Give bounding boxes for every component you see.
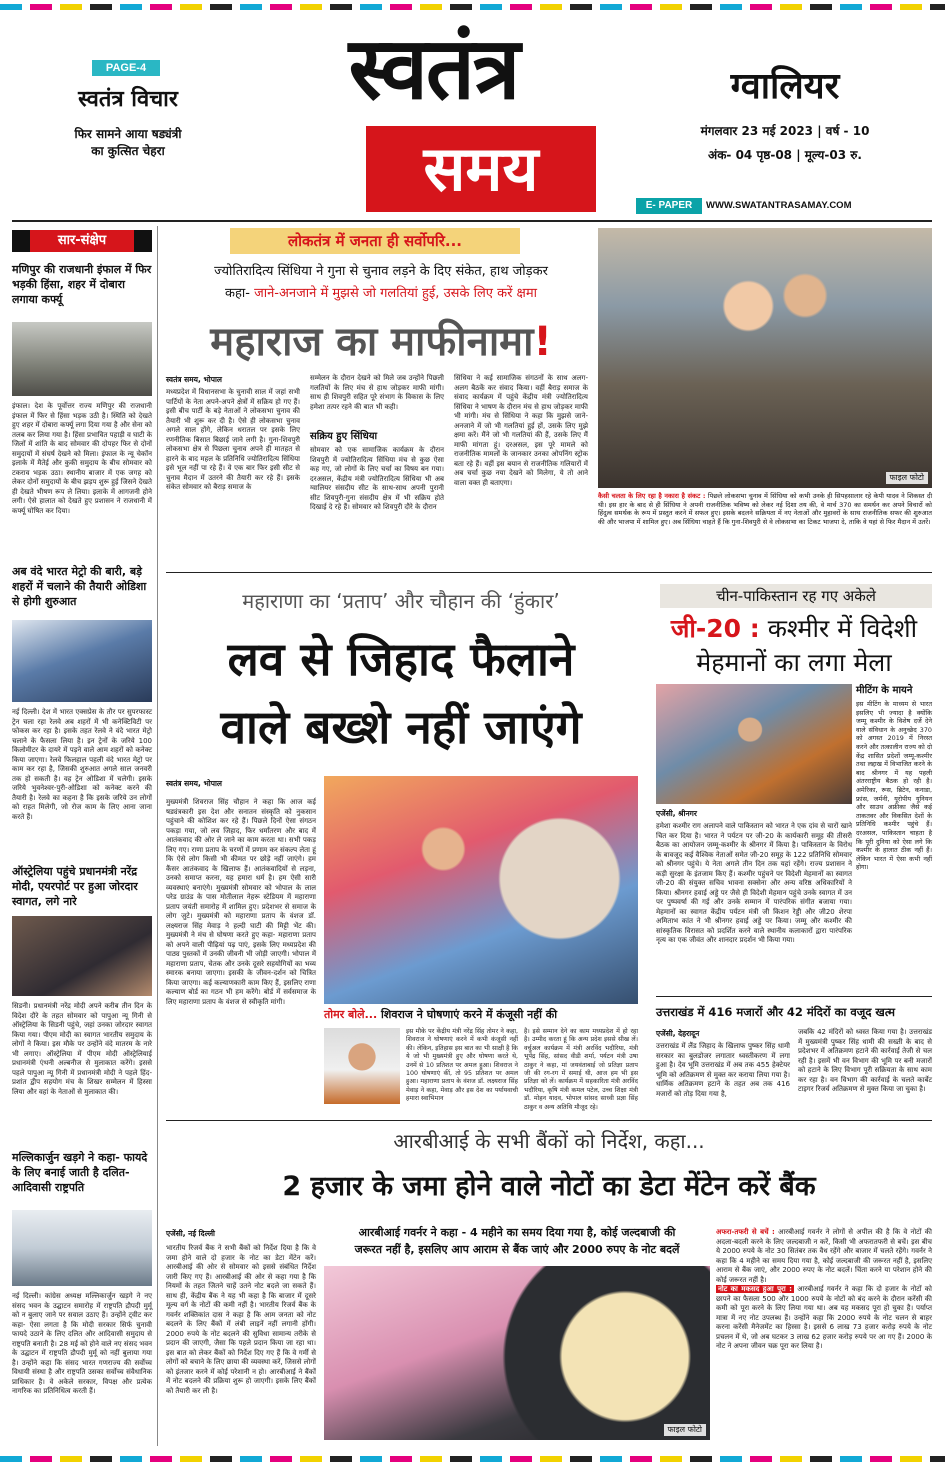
masthead-logo (246, 14, 621, 214)
sidebar-item-kharge-headline[interactable]: मल्लिकार्जुन खड़गे ने कहा- फायदे के लिए बनाई जाती है दलित-आदिवासी राष्ट्रपति (12, 1151, 148, 1194)
manipur-photo (12, 322, 152, 396)
sidebar-item-kharge-body: नई दिल्ली। कांग्रेस अध्यक्ष मल्लिकार्जुन खड़गे ने नए संसद भवन के उद्घाटन समारोह में राष्ट्रपति द्रौपदी मुर्मू को न बुलाए जाने पर सवाल उठाए हैं। उन्होंने ट्वीट कर कहा- ऐसा लगता है कि मोदी सरकार सिर्फ चुनावी फायदे उठाने के लिए दलित और आदिवासी समुदाय से राष्ट्रपति बनाती है। 28 मई को होने वाले नए संसद भवन के उद्घाटन में राष्ट्रपति द्रौपदी मुर्मू को नहीं बुलाया गया है। उन्होंने कहा कि संसद भारत गणराज्य की सर्वोच्च विधायी संस्था है और राष्ट्रपति उसका सर्वोच्च संवैधानिक प्राधिकार है। वे अकेले सरकार, विपक्ष और प्रत्येक नागरिक का प्रतिनिधित्व करती हैं। (12, 1292, 152, 1395)
lead-subhead: सक्रिय हुए सिंधिया (310, 431, 378, 442)
sidebar (12, 226, 152, 1446)
lead-col-3: सिंधिया ने कई सामाजिक संगठनों के साथ अलग-अलग बैठकें कर संवाद किया। वहीं बैराड़ समाज के संवाद कार्यक्रम में पहुंचे केंद्रीय मंत्री ज्योतिरादित्य सिंधिया ने भाषण के दौरान मंच से हाथ जोड़कर माफी भी मांगी। मंच से सिंधिया ने कहा कि मुझसे जाने-अनजाने में जो भी गलतियां हुई हों, उसके लिए मुझे क्षमा करें। मैंने जो भी गलतियां की हैं, उसके लिए मैं माफी मांगता हूं। दरअसल, इस पूरे मामले को राजनीतिक मामलों के जानकार उनका ओपनिंग स्ट्रोक बता रहे हैं। वहीं इस बयान से राजनीतिक गलियारों में अब चर्चा कुछ नया देखने को मिलेगा, ये तो आने वाला वक्त ही बताएगा। (454, 374, 588, 487)
city-name: ग्वालियर (730, 66, 840, 107)
g20-body: हमेशा कश्मीर राग अलापने वाले पाकिस्तान को भारत ने एक दांव से चारों खाने चित कर दिया है। भारत ने पर्यटन पर जी-20 के कार्यकारी समूह की तीसरी बैठक का आयोजन जम्मू-कश्मीर के श्रीनगर में किया है। पाकिस्तान के विरोध के बावजूद कई वैश्विक नेताओं समेत जी-20 समूह के 122 प्रतिनिधि सोमवार को श्रीनगर पहुंचे। ये नेता अगले तीन दिन तक यहां रहेंगे। राज्य प्रशासन ने कड़ी सुरक्षा के इंतजाम किए हैं। कश्मीर पहुंचने पर विदेशी मेहमानों का स्वागत जी-20 की संयुक्त सचिव भावना सक्सेना और अन्य वरिष्ठ अधिकारियों ने किया। श्रीनगर हवाई अड्डे पर जैसे ही विदेशी मेहमान पहुंचे उनके स्वागत में उन पर पुष्पवर्षा की गई और उनके सम्मान में पारंपरिक संगीत बजाया गया। मेहमानों का स्वागत केंद्रीय पर्यटन मंत्री जी किशन रेड्डी और जी20 शेरपा अमिताभ कांत ने भी श्रीनगर हवाई अड्डे पर किया। जम्मू और कश्मीर की सांस्कृतिक विरासत को प्रदर्शित करने वाले स्थानीय कलाकारों द्वारा पारंपरिक नृत्य का एक जीवंत और शानदार प्रदर्शन भी किया गया। (656, 822, 852, 944)
lead-kicker: लोकतंत्र में जनता ही सर्वोपरि... (230, 228, 520, 254)
lead-deck-2-prefix: कहा- (224, 286, 255, 301)
sidebar-item-manipur-headline[interactable]: मणिपुर की राजधानी इंफाल में फिर भड़की हिंसा, शहर में दोबारा लगाया कर्फ्यू (12, 263, 152, 306)
second-body: मुख्यमंत्री शिवराज सिंह चौहान ने कहा कि आज कई षड्यंत्रकारी इस देश और सनातन संस्कृति को नुकसान पहुंचाने की कोशिश कर रहे हैं। पिछले दिनों ऐसा संगठन पकड़ा गया, जो लव जिहाद, फिर धर्मांतरण और बाद में आतंकवाद की ओर ले जाने का काम करता था। सभी पकड़ लिए गए। राणा प्रताप के चरणों में प्रणाम कर संकल्प लेता हूं कि ऐसे लोग किसी भी कीमत पर छोड़े नहीं जाएंगे। हम कैंसर आतंकवाद के खिलाफ हैं। आतंकवादियों से लड़ना, उनको समाप्त करना, यह हमारा धर्म है। हम ऐसी सारी व्यवस्थाएं बनाएंगे। मुख्यमंत्री सोमवार को भोपाल के लाल परेड ग्राउंड के पास मोतीलाल नेहरू स्टेडियम में महाराणा प्रताप जयंती समारोह में शामिल हुए। प्रदेशभर से समाज के लोग जुटे। मुख्यमंत्री को महाराणा प्रताप के वंशज डॉ. लक्ष्यराज सिंह मेवाड़ ने हल्दी घाटी की मिट्टी भेंट की। मुख्यमंत्री ने मंच से घोषणा करते हुए कहा- महाराणा प्रताप को अपने वाली पीढ़ियां पढ़ पाएं, इसके लिए मध्यप्रदेश की पाठ्य पुस्तकों में उनकी जीवनी भी जोड़ी जाएगी। भोपाल में महाराणा प्रताप, चेतक और उनके दूसरे सहयोगियों का भव्य स्मारक बनाया जाएगा। इसकी के जीवन-दर्शन को चित्रित किया जाएगा। कई कल्याणकारी काम किए हैं, इसलिए राणा कल्याण बोर्ड का गठन भी हम करेंगे। बोर्ड में सर्वसमाज के लिए महाराणा प्रताप के वंशज से स्वीकृति मांगी। (166, 798, 316, 1006)
rbi-side-column (716, 1228, 932, 1440)
section-tagline-line-1: फिर सामने आया षड्यंत्री (74, 127, 182, 141)
rbi-headline[interactable]: 2 हजार के जमा होने वाले नोटों का डेटा मेंटेन करें बैंक (282, 1171, 816, 1202)
logo-bottom-block (366, 126, 596, 212)
g20-photo-delegates (656, 684, 852, 804)
g20-headline-prefix: जी-20 : (670, 614, 760, 643)
uttarakhand-col-1: उत्तराखंड में लैंड जिहाद के खिलाफ पुष्कर सिंह धामी सरकार का बुलडोजर लगातार ध्वस्तीकरण में लगा हुआ है। देव भूमि उत्तराखंड में अब तक 455 हेक्टेयर भूमि को अतिक्रमण से मुक्त कर कराया लिया गया है। धार्मिक अतिक्रमण हटाने के तहत अब तक 416 मजारों को तोड़ दिया गया है, (656, 1042, 790, 1098)
rbi-photo-credit: फाइल फोटो (664, 1424, 706, 1436)
sidebar-item-modi-body: सिडनी। प्रधानमंत्री नरेंद्र मोदी अपने करीब तीन दिन के विदेश दौरे के तहत सोमवार को पापुआ न्यू गिनी से ऑस्ट्रेलिया के सिडनी पहुंचे, जहां उनका जोरदार स्वागत किया गया। पीएम मोदी का स्वागत भारतीय समुदाय के लोगों ने किया। इस मौके पर उन्होंने वंदे मातरम के नारे भी लगाए। ऑस्ट्रेलिया में पीएम मोदी ऑस्ट्रेलियाई प्रधानमंत्री एंथनी अल्बनीज से मुलाकात करेंगे। इससे पहले पापुआ न्यू गिनी में प्रधानमंत्री मोदी ने पहले हिंद-प्रशांत द्वीप सहयोग मंच के शिखर सम्मेलन में हिस्सा लिया और वहां के नेताओं से मुलाकात की। (12, 1002, 152, 1096)
tomar-col-1: इस मौके पर केंद्रीय मंत्री नरेंद्र सिंह तोमर ने कहा, शिवराज ने घोषणाएं करने में कभी कंजूसी नहीं की। लेकिन, इतिहास इस बात का भी साक्षी है कि ये जो भी मुख्यमंत्री हुए और घोषणा करते थे, उनमें से 10 प्रतिशत पर अमल हुआ। शिवराज ने 100 घोषणाएं कीं, तो 95 प्रतिशत पर अमल हुआ। महाराणा प्रताप के वंशज डॉ. लक्ष्यराज सिंह मेवाड़ ने कहा, मेवाड़ और इस देश का पर्यायवाची हमारा स्वाभिमान (406, 1028, 518, 1103)
section-title: स्वतंत्र विचार (78, 87, 178, 112)
rbi-deck-2: जरूरत नहीं है, इसलिए आप आराम से बैंक जाएं और 2000 रुपए के नोट बदलें (354, 1243, 680, 1256)
rbi-photo-notes-logo (324, 1266, 710, 1440)
tomar-box (324, 1006, 638, 1111)
lead-photo-caption-lead: कैसी चलता के लिए रहा है नकारा है संकट : (598, 492, 706, 500)
rbi-top-divider (166, 1120, 932, 1121)
lead-photo-caption-text: पिछले लोकसभा चुनाव में सिंधिया को कभी उनके ही सिपहसालार रहे केपी यादव ने शिकस्त दी थी। इस हार के बाद से ही सिंधिया ने अपनी राजनीतिक भविष्य को लेकर नई दिशा तय की, वे मार्च 370 का समर्थन कर अपने विचारों को हिंदुत्व समर्थक के रूप में प्रस्तुत करने में सफल हुए। इसके बदलने सक्रियता में नए नेताओं और मुहावरों के साथ राजनीतिक सफर की शुरुआत की और भाजपा में शामिल हुए। अब सिंधिया चाहते हैं कि गुना-शिवपुरी से वे लोकसभा का टिकट भाजपा दे, ताकि वे यहां से फिर मैदान में उतरें। (598, 492, 932, 526)
second-headline-1[interactable]: लव से जिहाद फैलाने (227, 632, 575, 686)
lead-headline-mark: ! (533, 319, 552, 365)
kharge-photo (12, 1210, 152, 1286)
bottom-registration-bar (0, 1456, 945, 1462)
sidebar-item-manipur-body: इंफाल। देश के पूर्वोत्तर राज्य मणिपुर की राजधानी इंफाल में फिर से हिंसा भड़क उठी है। स्थिति को देखते हुए शहर में दोबारा कर्फ्यू लगा दिया गया है और सेना को तलब कर लिया गया है। हिंसा प्रभावित पहाड़ी व घाटी के जिलों में शांति के बाद सोमवार की दोपहर फिर से दोनों समुदायों में संघर्ष देखने को मिला। इंफाल के न्यू चेकॉन इलाके में मैतेई और कुकी समुदाय के बीच सोमवार को टकराव भड़क उठा। स्थानीय बाजार में एक जगह को लेकर दोनों समुदायों के बीच झड़प शुरू हुई जिसने देखते ही देखते भीषण रूप ले लिया। इलाके में आगजनी होने लगी। ऐसे हालात को देखते हुए प्रशासन ने राजधानी में कर्फ्यू घोषित कर दिया। (12, 402, 152, 515)
g20-headline-text: कश्मीर में विदेशी (759, 614, 918, 643)
lead-dateline: स्वतंत्र समय, भोपाल (166, 375, 222, 384)
epaper-badge[interactable]: E- PAPER (636, 198, 702, 214)
lead-col-2b: सोमवार को एक सामाजिक कार्यक्रम के दौरान शिवपुरी में ज्योतिरादित्य सिंधिया मंच से कुछ ऐसा कह गए, जो लोगों के लिए चर्चा का विषय बन गया। दरअसल, केंद्रीय मंत्री ज्योतिरादित्य सिंधिया भी अब ग्वालियर संसदीय सीट के साथ-साथ अपनी पुरानी सीट शिवपुरी-गुना संसदीय क्षेत्र में भी सक्रिय होते दिखाई दे रहे हैं। सोमवार को शिवपुरी दौरे के दौरान (310, 446, 444, 511)
masthead-divider (12, 220, 932, 222)
g20-headline-1[interactable] (656, 612, 932, 646)
g20-kicker: चीन-पाकिस्तान रह गए अकेले (660, 584, 932, 608)
page-label: PAGE-4 (92, 60, 160, 76)
tomar-kicker: तोमर बोले... (324, 1008, 378, 1021)
uttarakhand-headline[interactable]: उत्तराखंड में 416 मजारों और 42 मंदिरों का वजूद खत्म (656, 1005, 895, 1019)
date-line: मंगलवार 23 मई 2023 | वर्ष - 10 (700, 124, 870, 138)
lead-col-1: मध्यप्रदेश में विधानसभा के चुनावी साल में जहां सभी पार्टियों के नेता अपने-अपने क्षेत्रों में सक्रिय हो गए हैं। इसी बीच पार्टी के बड़े नेताओं ने लोकसभा चुनाव की तैयारी भी शुरू कर दी है। ऐसे ही लोकसभा चुनाव अगले साल होंगे, लेकिन धरातल पर इसके लिए रणनीतिक बिसात बिछाई जाने लगी है। गुना-शिवपुरी लोकसभा क्षेत्र से पिछला चुनाव अपने ही मातहत से हारने के बाद महल के प्रतिनिधि ज्योतिरादित्य सिंधिया इसे भूल नहीं पा रहे हैं। वे एक बार फिर इसी सीट से चुनाव मैदान में उतरने की तैयारी कर रहे हैं। इसके संकेत सोमवार को बैराड़ समाज के (166, 388, 300, 491)
lead-bottom-divider (166, 572, 932, 573)
second-dateline: स्वतंत्र समय, भोपाल (166, 779, 222, 788)
logo-bottom-word: समय (423, 132, 539, 205)
rbi-side-text-1: आरबीआई गवर्नर ने लोगों से अपील की है कि वे नोटों की अदला-बदली करने के लिए जल्दबाजी न करें, किसी भी अफरातफरी से बचें। इस बीच ये 2000 रुपये के नोट 30 सितंबर तक वैध रहेंगे और बाजार में चलते रहेंगे। गवर्नर ने कहा कि 4 महीने का समय दिया गया है, कोई जल्दबाजी की जरूरत नहीं है, इसलिए आराम से बैंक जाएं, और 2000 रुपए के नोट बदलें। चिंता करने या परेशान होने की कोई जरूरत नहीं है। (716, 1228, 932, 1284)
g20-side-text: इस मीटिंग के माध्यम से भारत इसलिए भी ज्यादा है क्योंकि जम्मू कश्मीर के विशेष दर्जे देने वाले संविधान के अनुच्छेद 370 को अगस्त 2019 में निरस्त करने और तत्कालीन राज्य को दो केंद्र शासित प्रदेशों जम्मू-कश्मीर तथा लद्दाख में विभाजित करने के बाद श्रीनगर में यह पहली अंतरराष्ट्रीय बैठक हो रही है। अमेरिका, रूस, ब्रिटेन, कनाडा, फ्रांस, जर्मनी, यूरोपीय यूनियन और साउथ अफ्रीका जैसे कई ताकतवर और विकसित देशों के प्रतिनिधि कश्मीर पहुंचे हैं। दरअसल, पाकिस्तान चाहता है कि पूरी दुनिया को ऐसा लगे कि कश्मीर के हालात ठीक नहीं हैं। लेकिन भारत में ऐसा कभी नहीं होगा। (856, 700, 932, 872)
rbi-side-lead-2: नोट का मकसद हुआ पूरा : (718, 1285, 792, 1293)
sidebar-heading-strip (12, 230, 152, 252)
tomar-col-2: है। इसे सम्मान देने का काम मध्यप्रदेश में हो रहा है। उम्मीद करता हूं कि अन्य प्रदेश इससे सीख लें। वर्चुअल कार्यक्रम में मंत्री अरविंद भदौरिया, मंत्री भूपेंद्र सिंह, सांसद वीडी शर्मा, पर्यटन मंत्री उषा ठाकुर ने कहा, मां जयवंताबाई जो प्रतिज्ञा प्रताप जी की रग-रग में समाई थी, आज हम भी इस प्रतिज्ञा को लें। कार्यक्रम में सहकारिता मंत्री अरविंद भदौरिया, कृषि मंत्री कमल पटेल, उच्च शिक्षा मंत्री डॉ. मोहन यादव, भोपाल सांसद साध्वी प्रज्ञा सिंह ठाकुर व अन्य अतिथि मौजूद रहे। (524, 1028, 638, 1111)
uttarakhand-col-2: जबकि 42 मंदिरों को ध्वस्त किया गया है। उत्तराखंड में मुख्यमंत्री पुष्कर सिंह धामी की सख्ती के बाद से प्रदेशभर में अतिक्रमण हटाने की कार्रवाई तेजी से चल रही है। इसमें भी वन विभाग की भूमि पर बनी मजारों को हटाने के लिए विभाग पूरी सक्रियता के साथ काम कर रहा है। वन विभाग की कार्रवाई के चलते कार्बेट टाइगर रिजर्व अतिक्रमण से मुक्त किया जा चुका है। (798, 1028, 932, 1093)
issue-line: अंक- 04 पृष्ठ-08 | मूल्य-03 रु. (708, 148, 862, 162)
section-tagline-line-2: का कुत्सित चेहरा (91, 144, 165, 158)
metro-train-photo (12, 620, 152, 702)
tomar-headline: शिवराज ने घोषणाएं करने में कंजूसी नहीं की (381, 1008, 558, 1021)
rbi-kicker: आरबीआई के सभी बैंकों को निर्देश, कहा... (393, 1129, 705, 1153)
lead-photo-credit: फाइल फोटो (886, 472, 928, 484)
second-kicker: महाराणा का ‘प्रताप’ और चौहान की ‘हुंकार’ (242, 589, 560, 613)
logo-top-word: स्वतंत्र (348, 19, 519, 119)
lead-deck-1: ज्योतिरादित्य सिंधिया ने गुना से चुनाव लड़ने के दिए संकेत, हाथ जोड़कर (214, 264, 548, 279)
sidebar-item-metro-body: नई दिल्ली। देश में भारत एक्सप्रेस के तौर पर सुपरफास्ट ट्रेन चला रहा रेलवे अब शहरों में भी कनेक्टिविटी पर फोकस कर रहा है। इसके तहत रेलवे ने वंदे भारत मेट्रो चलाने के फैसला लिया है। इन ट्रेनों के जरिये 100 किलोमीटर के दायरे में पड़ने वाले आम शहरों को कनेक्ट किया जाएगा। रेलवे फिलहाल पहली वंदे भारत मेट्रो पर काम कर रहा है, जिसकी शुरुआत अगले साल जनवरी तक हो सकती है। वह ट्रेन ओडिशा में चलेगी। इसके जरिये भुवनेश्वर-पुरी-ओडिशा को कनेक्ट करने की तैयारी है। रेलवे का कहना है कि इसके जरिये उन लोगों को राहत मिलेगी, जो रोज काम के लिए आना जाना करते हैं। (12, 708, 152, 821)
sidebar-divider (157, 226, 158, 1446)
rbi-dateline: एजेंसी, नई दिल्ली (166, 1229, 215, 1238)
sidebar-item-metro-headline[interactable]: अब वंदे भारत मेट्रो की बारी, बड़े शहरों में चलाने की तैयारी ओडिशा से होगी शुरुआत (12, 565, 147, 608)
sidebar-heading: सार-संक्षेप (30, 230, 134, 252)
section-tagline (48, 126, 208, 160)
tomar-box-heading (324, 1006, 638, 1024)
website-link[interactable]: WWW.SWATANTRASAMAY.COM (706, 200, 852, 211)
modi-australia-photo (12, 916, 152, 996)
second-photo-shivraj (324, 776, 638, 1004)
lead-photo-caption (598, 492, 932, 566)
tomar-photo (324, 1028, 400, 1104)
lead-headline-text: महाराज का माफीनामा (210, 319, 534, 365)
rbi-side-text-2: आरबीआई गवर्नर ने कहा कि दो हजार के नोटों को छापने का फैसला 500 और 1000 रुपये के नोटों को बंद करने के दौरान करेंसी की कमी को पूरा करने के लिए लिया गया था। अब यह मकसद पूरा हो चुका है। पर्याप्त मात्रा में नए नोट उपलब्ध हैं। उन्होंने कहा कि 2000 रुपये के नोट चलन से बाहर करना करेंसी मैनेजमेंट का हिस्सा है। इससे 6 लाख 73 हजार करोड़ रुपये के नोट प्रचलन में थे, जो अब घटकर 3 लाख 62 हजार करोड़ रुपये पर आ गए हैं। 2000 के नोट ने अपना जीवन चक्र पूरा कर लिया है। (716, 1285, 932, 1350)
lead-deck-2 (166, 284, 596, 304)
lead-headline[interactable] (166, 312, 596, 372)
sidebar-item-modi-headline[interactable]: ऑस्ट्रेलिया पहुंचे प्रधानमंत्री नरेंद्र मोदी, एयरपोर्ट पर हुआ जोरदार स्वागत, लगे नारे (12, 865, 138, 908)
g20-headline-2[interactable]: मेहमानों का लगा मेला (696, 648, 892, 677)
lead-col-2a: सम्मेलन के दौरान देखने को मिले जब उन्होंने पिछली गलतियों के लिए मंच से हाथ जोड़कर माफी मांगी। साथ ही शिवपुरी सहित पूरे संभाग के विकास के लिए हमेशा तत्पर रहने की बात भी कही। (310, 374, 444, 411)
g20-bottom-divider (656, 996, 932, 997)
lead-photo-scindia-crowd (598, 228, 932, 488)
rbi-side-lead-1: अफरा-तफरी से बचें : (716, 1228, 775, 1236)
g20-side-heading: मीटिंग के मायने (856, 685, 913, 696)
rbi-deck-1: आरबीआई गवर्नर ने कहा - 4 महीने का समय दिया गया है, कोई जल्दबाजी की (358, 1226, 676, 1239)
g20-dateline: एजेंसी, श्रीनगर (656, 809, 697, 818)
top-registration-bar (0, 4, 945, 10)
uttarakhand-dateline: एजेंसी, देहरादून (656, 1029, 700, 1038)
rbi-deck (324, 1224, 710, 1258)
rbi-body: भारतीय रिजर्व बैंक ने सभी बैंकों को निर्देश दिया है कि वे जमा होने वाले दो हजार के नोट का डेटा मेंटेन करें। आरबीआई की ओर से सोमवार को इससे संबंधित निर्देश जारी किए गए हैं। आरबीआई की ओर से कहा गया है कि नियमों के तहत जितने चाहें उतने नोट बदले जा सकते हैं। साथ ही, केंद्रीय बैंक ने यह भी कहा है कि बाजार में दूसरे मूल्य वर्ग के नोटों की कमी नहीं है। भारतीय रिजर्व बैंक के गवर्नर शक्तिकांत दास ने कहा है कि आम जनता को नोट बदलने के लिए बैंकों में लंबी लाइनें नहीं लगानी होंगी। 2000 रुपये के नोट बदलने की सुविधा सामान्य तरीके से प्रदान की जाएगी, जैसा कि पहले प्रदान किया जा रहा था। इस बात को लेकर बैंकों को निर्देश दिए गए हैं कि वे गर्मी से लोगों को बचाने के लिए छाया की व्यवस्था करें, जिससे लोगों को इंतजार करने में कोई परेशानी न हो। आरबीआई ने बैंकों में नोट बदलने की प्रक्रिया शुरू हो जाएगी। इसके लिए बैंकों को तैयारी कर ली है। (166, 1244, 316, 1395)
second-headline-2[interactable]: वाले बख्शे नहीं जाएंगे (220, 700, 582, 754)
lead-deck-2-quote: जाने-अनजाने में मुझसे जो गलतियां हुई, उसके लिए करें क्षमा (254, 286, 537, 301)
